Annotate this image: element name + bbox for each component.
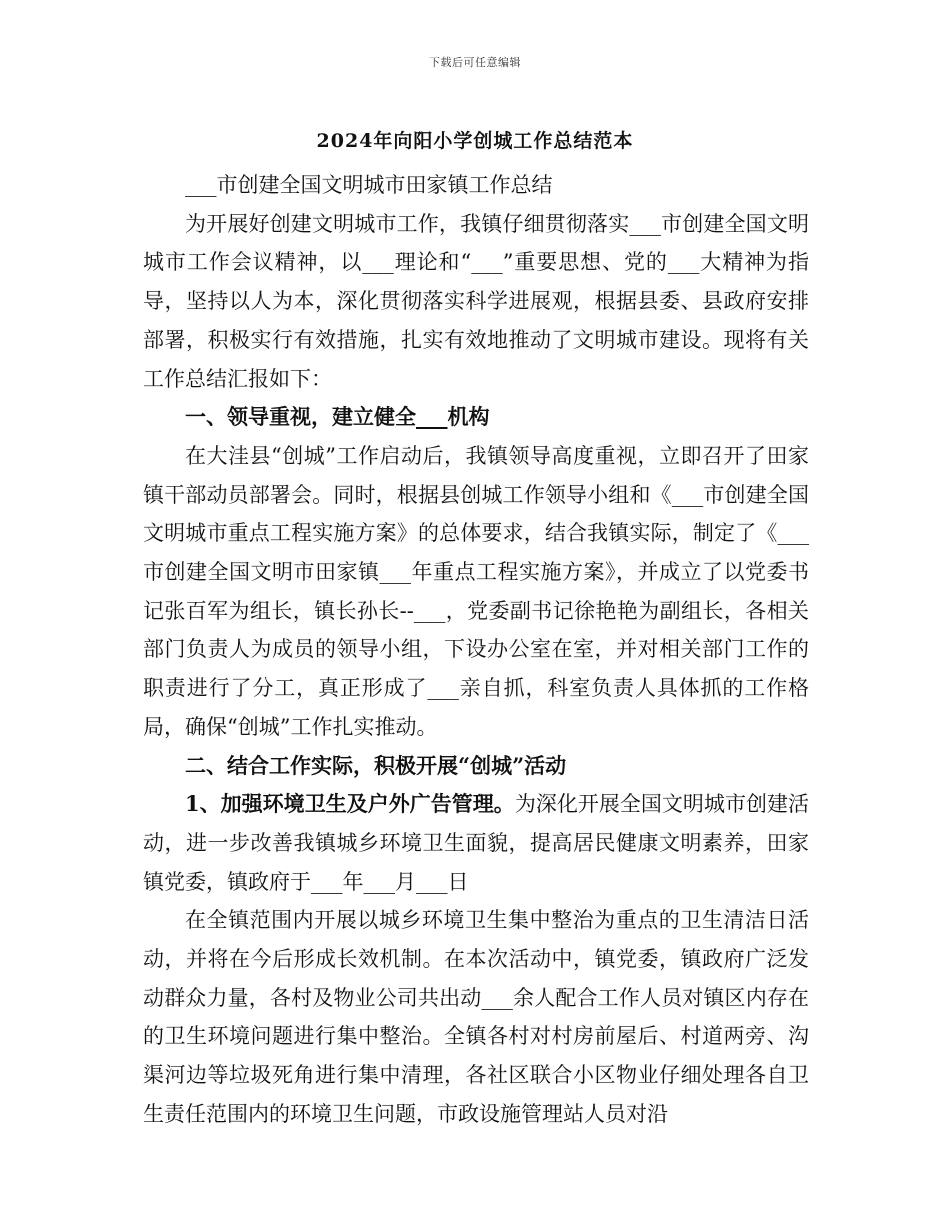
document-body	[143, 166, 809, 1134]
subsection-lead: 1、加强环境卫生及户外广告管理。	[185, 791, 515, 817]
document-title: 2024年向阳小学创城工作总结范本	[316, 130, 634, 152]
header-note: 下载后可任意编辑	[429, 56, 521, 69]
paragraph-environment	[143, 785, 809, 901]
paragraph-intro: 为开展好创建文明城市工作，我镇仔细贯彻落实___市创建全国文明城市工作会议精神，以___理论和“___”重要思想、党的___大精神为指导，坚持以人为本，深化贯彻落实科学进展观，根据县委、县政府安排部署，积极实行有效措施，扎实有效地推动了文明城市建设。现将有关工作总结汇报如下：	[143, 211, 809, 391]
section-heading-2: 二、结合工作实际，积极开展“创城”活动	[185, 752, 567, 778]
section-heading-1: 一、领导重视，建立健全___机构	[185, 404, 490, 430]
paragraph-leadership: 在大洼县“创城”工作启动后，我镇领导高度重视，立即召开了田家镇干部动员部署会。同时，根据县创城工作领导小组和《___市创建全国文明城市重点工程实施方案》的总体要求，结合我镇实际，制定了《___市创建全国文明市田家镇___年重点工程实施方案》，并成立了以党委书记张百军为组长，镇长孙长--___，党委副书记徐艳艳为副组长，各相关部门负责人为成员的领导小组，下设办公室在室，并对相关部门工作的职责进行了分工，真正形成了___亲自抓，科室负责人具体抓的工作格局，确保“创城”工作扎实推动。	[143, 443, 809, 739]
paragraph-environment-text: 为深化开展全国文明城市创建活动，进一步改善我镇城乡环境卫生面貌，提高居民健康文明素养，田家镇党委，镇政府于___年___月___日	[143, 792, 809, 894]
paragraph-subtitle: ___市创建全国文明城市田家镇工作总结	[185, 173, 553, 197]
paragraph-cleanup: 在全镇范围内开展以城乡环境卫生集中整治为重点的卫生清洁日活动，并将在今后形成长效机制。在本次活动中，镇党委，镇政府广泛发动群众力量，各村及物业公司共出动___余人配合工作人员对镇区内存在的卫生环境问题进行集中整治。全镇各村对村房前屋后、村道两旁、沟渠河边等垃圾死角进行集中清理，各社区联合小区物业仔细处理各自卫生责任范围内的环境卫生问题，市政设施管理站人员对沿	[143, 908, 809, 1126]
